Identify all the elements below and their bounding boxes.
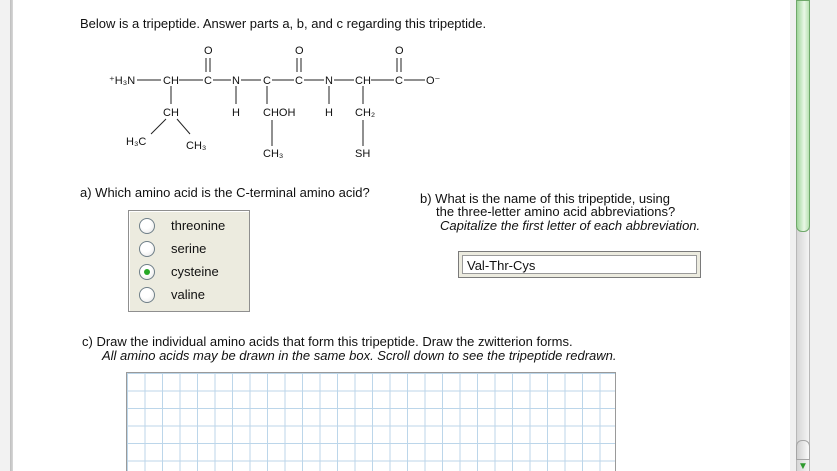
window-left-border	[0, 0, 18, 471]
tripeptide-name-field[interactable]	[458, 251, 701, 278]
radio-valine[interactable]	[139, 287, 155, 303]
carbonyl-oxygen-1: O	[204, 45, 213, 57]
amide-nitrogen-1: N	[232, 75, 240, 87]
tripeptide-name-value[interactable]: Val-Thr-Cys	[462, 255, 697, 274]
option-label: cysteine	[171, 264, 219, 279]
valine-ch3: CH₃	[186, 140, 207, 152]
carbonyl-oxygen-2: O	[295, 45, 304, 57]
valine-h3c: H₃C	[126, 136, 147, 148]
option-valine[interactable]	[129, 285, 251, 305]
threonine-ch3: CH₃	[263, 148, 284, 160]
part-a-prompt: a) Which amino acid is the C-terminal amino acid?	[80, 185, 370, 200]
option-cysteine[interactable]	[129, 262, 251, 282]
part-c-prompt: c) Draw the individual amino acids that form this tripeptide. Draw the zwitterion forms.	[82, 334, 573, 349]
amide-hydrogen-1: H	[232, 107, 240, 119]
valine-ch: CH	[163, 107, 179, 119]
carbonyl-oxygen-3: O	[395, 45, 404, 57]
n-terminus-label: ⁺H₃N	[109, 75, 136, 87]
scrollbar-thumb[interactable]	[796, 0, 810, 232]
question-intro: Below is a tripeptide. Answer parts a, b, and c regarding this tripeptide.	[80, 16, 487, 31]
option-label: valine	[171, 287, 205, 302]
scroll-down-arrow-icon[interactable]: ▼	[798, 461, 808, 471]
option-label: serine	[171, 241, 207, 256]
tripeptide-structure	[18, 0, 478, 170]
cysteine-ch2: CH₂	[355, 107, 376, 119]
option-serine[interactable]	[129, 239, 251, 259]
carbonyl-carbon-3: C	[395, 75, 403, 87]
alpha-carbon-3: CH	[355, 75, 371, 87]
option-label: threonine	[171, 218, 226, 233]
radio-serine[interactable]	[139, 241, 155, 257]
drawing-canvas[interactable]	[126, 372, 616, 471]
part-c-instruction: All amino acids may be drawn in the same box. Scroll down to see the tripeptide redrawn.	[102, 348, 617, 363]
carboxylate-oxygen: O⁻	[426, 75, 441, 87]
question-content	[18, 0, 789, 471]
radio-threonine[interactable]	[139, 218, 155, 234]
bond	[177, 119, 190, 134]
carbonyl-carbon-2: C	[295, 75, 303, 87]
cysteine-sh: SH	[355, 148, 371, 160]
amide-hydrogen-2: H	[325, 107, 333, 119]
part-b-prompt-line2: the three-letter amino acid abbreviations?	[436, 204, 676, 219]
amino-acid-radio-group	[128, 210, 250, 312]
scrollbar-lower-handle[interactable]	[796, 440, 810, 460]
amide-nitrogen-2: N	[325, 75, 333, 87]
carbonyl-carbon-1: C	[204, 75, 212, 87]
option-threonine[interactable]	[129, 216, 251, 236]
alpha-carbon-2: C	[263, 75, 271, 87]
vertical-scrollbar[interactable]	[790, 0, 837, 471]
threonine-choh: CHOH	[263, 107, 296, 119]
alpha-carbon-1: CH	[163, 75, 179, 87]
radio-cysteine[interactable]	[139, 264, 155, 280]
part-b-instruction: Capitalize the first letter of each abbreviation.	[440, 218, 701, 233]
part-b-prompt: b) What is the name of this tripeptide, using	[420, 191, 671, 206]
bond	[151, 119, 166, 134]
